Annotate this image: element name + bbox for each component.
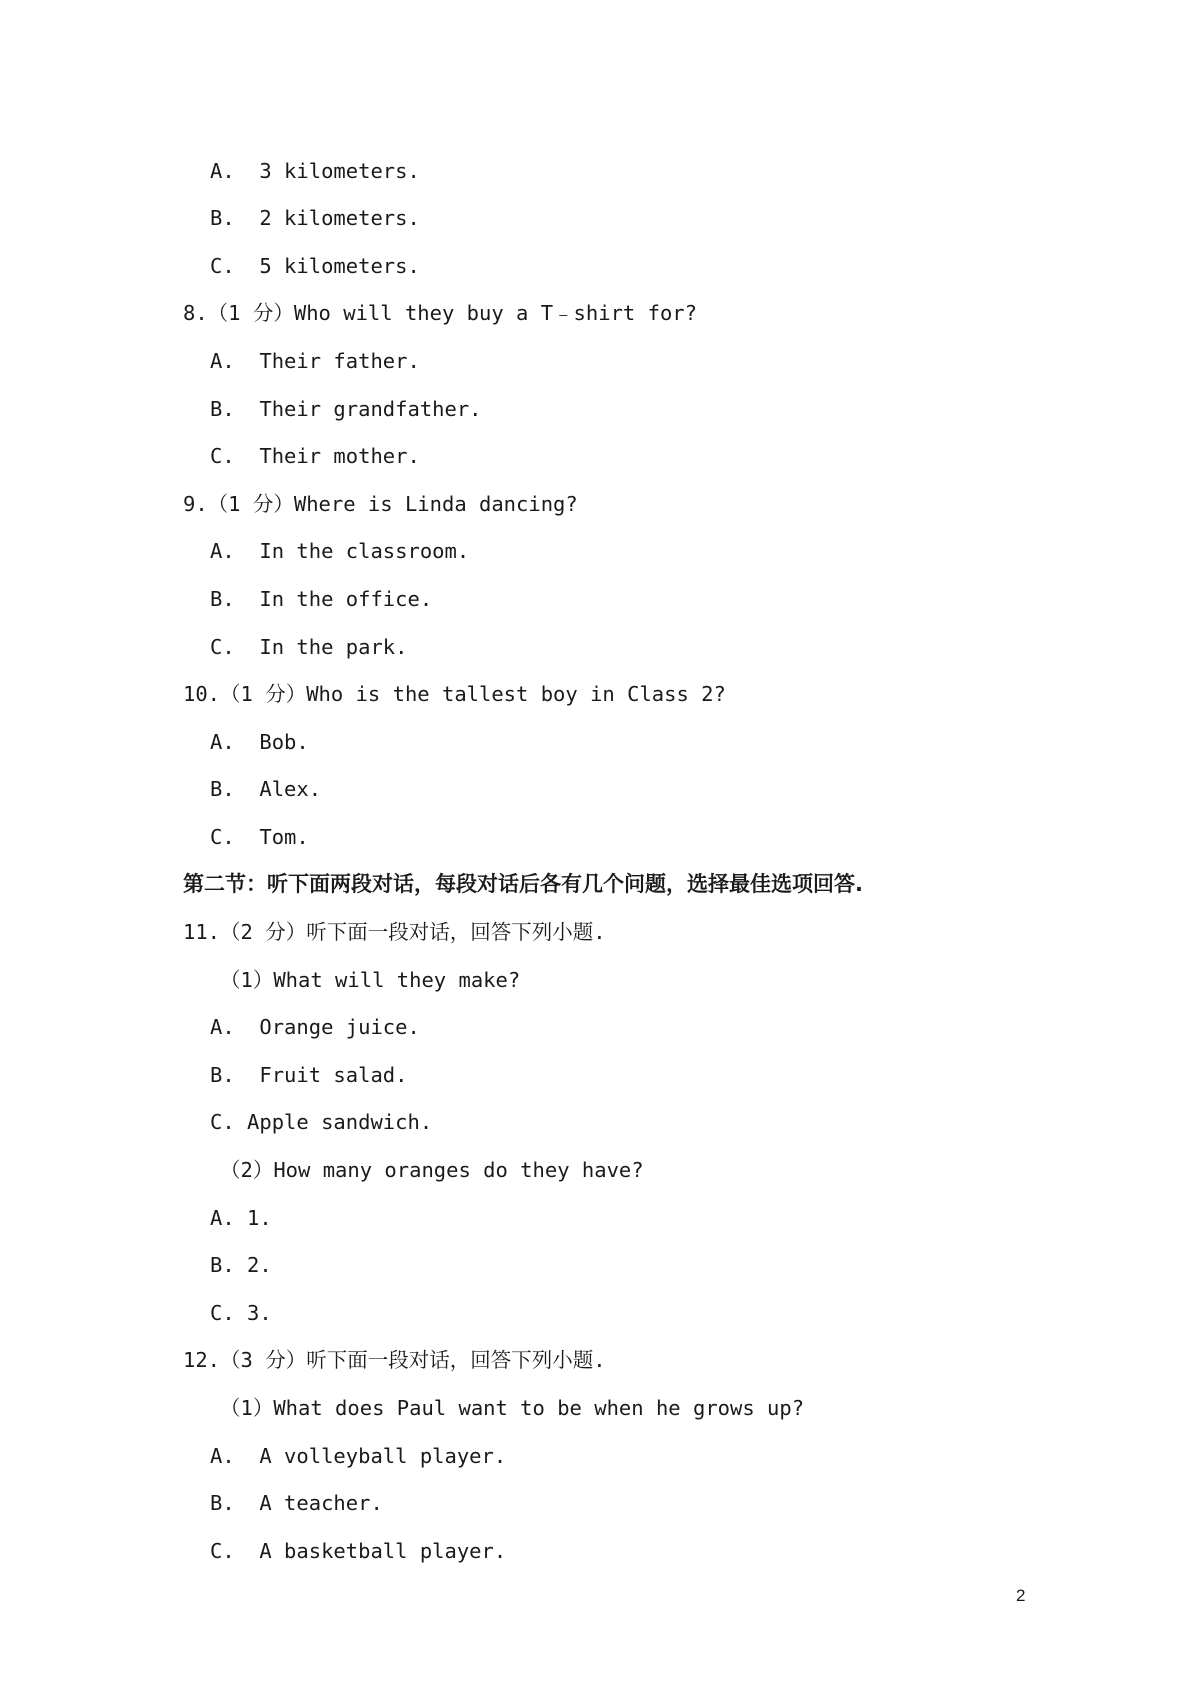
q8-stem: 8.（1 分）Who will they buy a T﹣shirt for? (183, 301, 697, 325)
q9-stem: 9.（1 分）Where is Linda dancing? (183, 492, 578, 516)
q11-sub1-option-c: C. Apple sandwich. (210, 1110, 433, 1134)
q11-sub2-option-a: A. 1. (210, 1206, 272, 1230)
q10-option-a: A. Bob. (210, 730, 309, 754)
q9-option-a: A. In the classroom. (210, 539, 470, 563)
q10-option-b: B. Alex. (210, 777, 322, 801)
q8-option-b: B. Their grandfather. (210, 397, 482, 421)
q9-option-c: C. In the park. (210, 635, 408, 659)
q10-option-c: C. Tom. (210, 825, 309, 849)
q7-option-a: A. 3 kilometers. (210, 159, 420, 183)
q9-option-b: B. In the office. (210, 587, 433, 611)
q11-sub1-option-b: B. Fruit salad. (210, 1063, 408, 1087)
q11-sub2-option-b: B. 2. (210, 1253, 272, 1277)
page-number: 2 (1016, 1586, 1026, 1605)
q12-sub1-option-a: A. A volleyball player. (210, 1444, 507, 1468)
q12-sub1-question: （1）What does Paul want to be when he grows up? (220, 1396, 805, 1420)
section2-heading: 第二节：听下面两段对话，每段对话后各有几个问题，选择最佳选项回答. (183, 872, 863, 896)
q11-sub1-question: （1）What will they make? (220, 968, 521, 992)
q7-option-b: B. 2 kilometers. (210, 206, 420, 230)
q12-sub1-option-b: B. A teacher. (210, 1491, 383, 1515)
q8-option-c: C. Their mother. (210, 444, 420, 468)
q11-stem: 11.（2 分）听下面一段对话，回答下列小题. (183, 920, 606, 944)
q7-option-c: C. 5 kilometers. (210, 254, 420, 278)
q11-sub2-question: （2）How many oranges do they have? (220, 1158, 644, 1182)
q11-sub1-option-a: A. Orange juice. (210, 1015, 420, 1039)
q8-option-a: A. Their father. (210, 349, 420, 373)
q12-sub1-option-c: C. A basketball player. (210, 1539, 507, 1563)
q12-stem: 12.（3 分）听下面一段对话，回答下列小题. (183, 1348, 606, 1372)
q11-sub2-option-c: C. 3. (210, 1301, 272, 1325)
q10-stem: 10.（1 分）Who is the tallest boy in Class 2? (183, 682, 726, 706)
